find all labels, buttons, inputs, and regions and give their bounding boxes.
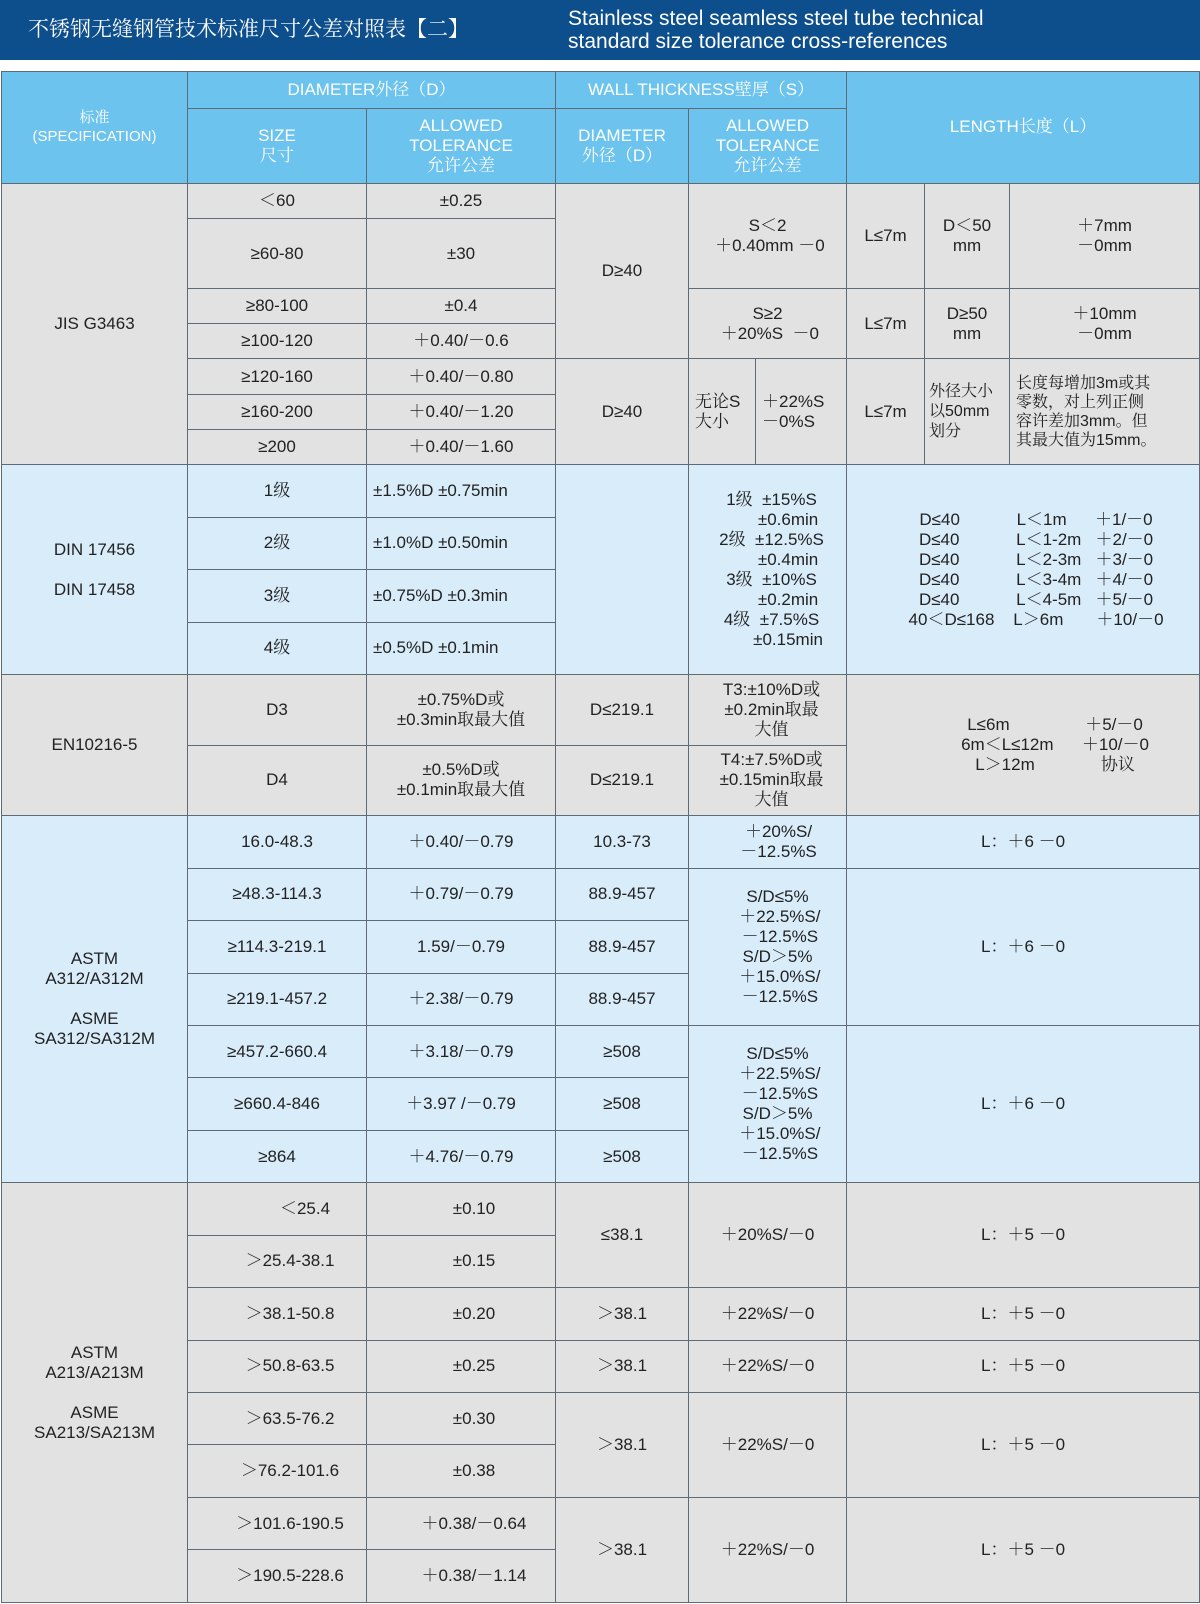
size-cell: ≥100-120 — [188, 324, 367, 359]
size-cell: ≥160-200 — [188, 394, 367, 429]
length-cell: L≤6m ＋5/－0 6m＜L≤12m ＋10/－0 L＞12m 协议 — [847, 675, 1200, 816]
wall-tolerance-cell: ＋22%S/－0 — [689, 1497, 847, 1602]
tolerance-cell: ＋0.40/－1.20 — [367, 394, 556, 429]
wall-tolerance-cell: ＋22%S －0%S — [756, 359, 847, 465]
spec-a312: ASTM A312/A312M ASME SA312/SA312M — [2, 816, 188, 1183]
wall-diameter-cell: ≤38.1 — [556, 1183, 689, 1288]
wall-diameter-cell: ＞38.1 — [556, 1393, 689, 1498]
wall-diameter-cell: 88.9-457 — [556, 921, 689, 973]
table-row — [2, 816, 1200, 868]
wall-diameter-cell: D≥40 — [556, 359, 689, 465]
wall-tolerance-cell: S≥2 ＋20%S －0 — [689, 288, 847, 359]
tolerance-cell: ＋0.40/－0.79 — [367, 816, 556, 868]
size-cell: ＜25.4 — [188, 1183, 367, 1235]
size-cell: ＜60 — [188, 183, 367, 218]
tolerance-cell: ±30 — [367, 219, 556, 289]
size-cell: 16.0-48.3 — [188, 816, 367, 868]
length-cell: L：＋5 －0 — [847, 1288, 1200, 1340]
size-cell: ＞50.8-63.5 — [188, 1340, 367, 1392]
size-cell: ＞38.1-50.8 — [188, 1288, 367, 1340]
title-en — [568, 7, 984, 53]
spec-a213: ASTM A213/A213M ASME SA213/SA213M — [2, 1183, 188, 1603]
tolerance-cell: ＋0.40/－1.60 — [367, 430, 556, 465]
tolerance-cell: ±1.5%D ±0.75min — [367, 465, 556, 517]
table-row — [2, 1183, 1200, 1235]
size-cell: ≥660.4-846 — [188, 1078, 367, 1130]
header-specification: 标准 (SPECIFICATION) — [2, 72, 188, 184]
wall-diameter-cell: 88.9-457 — [556, 868, 689, 920]
size-cell: ＞101.6-190.5 — [188, 1497, 367, 1549]
spec-en: EN10216-5 — [2, 675, 188, 816]
size-cell: ≥60-80 — [188, 219, 367, 289]
size-cell: 3级 — [188, 570, 367, 622]
wall-tolerance-cell: 1级 ±15%S ±0.6min 2级 ±12.5%S ±0.4min 3级 ±10%S ±0.2min 4级 ±7.5%S ±0.15min — [689, 465, 847, 675]
tolerance-cell: ＋0.40/－0.80 — [367, 359, 556, 394]
tolerance-table — [1, 71, 1200, 1603]
tolerance-cell: ±0.20 — [367, 1288, 556, 1340]
wall-diameter-cell: 10.3-73 — [556, 816, 689, 868]
size-cell: ＞25.4-38.1 — [188, 1235, 367, 1287]
wall-tolerance-cell: ＋22%S/－0 — [689, 1340, 847, 1392]
length-cell: L≤7m — [847, 183, 925, 288]
wall-tolerance-cell: T4:±7.5%D或 ±0.15min取最 大值 — [689, 745, 847, 816]
wall-tolerance-cell: ＋20%S/－0 — [689, 1183, 847, 1288]
length-cell: L≤7m — [847, 288, 925, 359]
header-wall-group: WALL THICKNESS壁厚（S） — [556, 72, 847, 109]
size-cell: 1级 — [188, 465, 367, 517]
length-cell: L：＋5 －0 — [847, 1183, 1200, 1288]
header-length: LENGTH长度（L） — [847, 72, 1200, 184]
header-wall-diameter: DIAMETER 外径（D） — [556, 109, 689, 184]
length-cell: L：＋6 －0 — [847, 1025, 1200, 1182]
tolerance-cell: ＋0.40/－0.6 — [367, 324, 556, 359]
tolerance-cell: ＋0.79/－0.79 — [367, 868, 556, 920]
size-cell: D4 — [188, 745, 367, 816]
tolerance-cell: ±0.5%D或 ±0.1min取最大值 — [367, 745, 556, 816]
wall-diameter-cell — [556, 465, 689, 675]
length-cell: L：＋5 －0 — [847, 1393, 1200, 1498]
tolerance-cell: ±0.15 — [367, 1235, 556, 1287]
wall-tolerance-cell: T3:±10%D或 ±0.2min取最 大值 — [689, 675, 847, 746]
length-tolerance-cell: 长度每增加3m或其 零数，对上列正侧 容许差加3mm。但 其最大值为15mm。 — [1010, 359, 1200, 465]
spec-din-2: DIN 17458 — [53, 579, 136, 599]
wall-diameter-cell: ≥508 — [556, 1078, 689, 1130]
tolerance-cell: ±0.4 — [367, 288, 556, 323]
tolerance-cell: ＋4.76/－0.79 — [367, 1130, 556, 1182]
wall-diameter-cell: D≥40 — [556, 183, 689, 358]
spec-din — [2, 465, 188, 675]
wall-tolerance-cell: ＋22%S/－0 — [689, 1288, 847, 1340]
table-row — [2, 183, 1200, 218]
wall-tolerance-cell: S＜2 ＋0.40mm －0 — [689, 183, 847, 288]
length-cell: L：＋6 －0 — [847, 816, 1200, 868]
tolerance-cell: ±0.10 — [367, 1183, 556, 1235]
tolerance-cell: ±0.5%D ±0.1min — [367, 622, 556, 674]
table-row — [2, 465, 1200, 517]
size-cell: ≥120-160 — [188, 359, 367, 394]
tolerance-cell: ＋0.38/－0.64 — [367, 1497, 556, 1549]
length-cell: L≤7m — [847, 359, 925, 465]
tolerance-cell: ＋0.38/－1.14 — [367, 1550, 556, 1603]
size-cell: ≥48.3-114.3 — [188, 868, 367, 920]
wall-tolerance-cell: ＋22%S/－0 — [689, 1393, 847, 1498]
wall-diameter-cell: ＞38.1 — [556, 1340, 689, 1392]
size-cell: ≥457.2-660.4 — [188, 1025, 367, 1077]
header-diameter-group: DIAMETER外径（D） — [188, 72, 556, 109]
table-row — [2, 675, 1200, 746]
size-cell: 4级 — [188, 622, 367, 674]
wall-diameter-cell: ＞38.1 — [556, 1288, 689, 1340]
tolerance-cell: ±0.75%D或 ±0.3min取最大值 — [367, 675, 556, 746]
length-cell: L：＋5 －0 — [847, 1340, 1200, 1392]
length-diameter-cell: D＜50 mm — [925, 183, 1010, 288]
header-diameter-tolerance: ALLOWED TOLERANCE 允许公差 — [367, 109, 556, 184]
title-zh: 不锈钢无缝钢管技术标准尺寸公差对照表【二】 — [28, 18, 469, 41]
length-tolerance-cell: ＋10mm －0mm — [1010, 288, 1200, 359]
wall-diameter-cell: ≥508 — [556, 1130, 689, 1182]
wall-tolerance-cell: ＋20%S/ －12.5%S — [689, 816, 847, 868]
length-diameter-cell: D≥50 mm — [925, 288, 1010, 359]
size-cell: ＞190.5-228.6 — [188, 1550, 367, 1603]
wall-tolerance-cell: S/D≤5% ＋22.5%S/ －12.5%S S/D＞5% ＋15.0%S/ －12.5%S — [689, 1025, 847, 1182]
size-cell: ≥200 — [188, 430, 367, 465]
size-cell: 2级 — [188, 517, 367, 569]
wall-diameter-cell: 88.9-457 — [556, 973, 689, 1025]
size-cell: ≥219.1-457.2 — [188, 973, 367, 1025]
wall-diameter-cell: ＞38.1 — [556, 1497, 689, 1602]
wall-tolerance-cell: S/D≤5% ＋22.5%S/ －12.5%S S/D＞5% ＋15.0%S/ －12.5%S — [689, 868, 847, 1025]
length-cell: L：＋6 －0 — [847, 868, 1200, 1025]
wall-diameter-cell: D≤219.1 — [556, 675, 689, 746]
size-cell: ≥864 — [188, 1130, 367, 1182]
tolerance-cell: ＋3.97 /－0.79 — [367, 1078, 556, 1130]
length-tolerance-cell: ＋7mm －0mm — [1010, 183, 1200, 288]
wall-diameter-cell: ≥508 — [556, 1025, 689, 1077]
tolerance-cell: ±1.0%D ±0.50min — [367, 517, 556, 569]
tolerance-cell: ＋3.18/－0.79 — [367, 1025, 556, 1077]
tolerance-cell: ±0.25 — [367, 1340, 556, 1392]
header-row-1 — [2, 72, 1200, 109]
tolerance-cell: ±0.25 — [367, 183, 556, 218]
tolerance-cell: ±0.75%D ±0.3min — [367, 570, 556, 622]
tolerance-cell: 1.59/－0.79 — [367, 921, 556, 973]
header-wall-tolerance: ALLOWED TOLERANCE 允许公差 — [689, 109, 847, 184]
length-cell: D≤40 L＜1m ＋1/－0 D≤40 L＜1-2m ＋2/－0 D≤40 L＜2-3m ＋3/－0 D≤40 L＜3-4m ＋4/－0 D≤40 L＜4-5m ＋5/－0 40＜D≤168 L＞6m ＋10/－0 — [847, 465, 1200, 675]
wall-tolerance-cell: 无论S 大小 — [689, 359, 756, 465]
size-cell: ＞63.5-76.2 — [188, 1393, 367, 1445]
tolerance-cell: ±0.30 — [367, 1393, 556, 1445]
spec-jis: JIS G3463 — [2, 183, 188, 464]
title-en-line2: standard size tolerance cross-references — [568, 30, 948, 53]
tolerance-cell: ＋2.38/－0.79 — [367, 973, 556, 1025]
header-size: SIZE 尺寸 — [188, 109, 367, 184]
title-banner — [0, 0, 1200, 60]
length-diameter-cell: 外径大小 以50mm 划分 — [925, 359, 1010, 465]
wall-diameter-cell: D≤219.1 — [556, 745, 689, 816]
size-cell: ≥80-100 — [188, 288, 367, 323]
tolerance-cell: ±0.38 — [367, 1445, 556, 1497]
size-cell: ＞76.2-101.6 — [188, 1445, 367, 1497]
length-cell: L：＋5 －0 — [847, 1497, 1200, 1602]
size-cell: ≥114.3-219.1 — [188, 921, 367, 973]
title-en-line1: Stainless steel seamless steel tube technical — [568, 7, 984, 30]
spec-din-1: DIN 17456 — [53, 539, 136, 559]
size-cell: D3 — [188, 675, 367, 746]
